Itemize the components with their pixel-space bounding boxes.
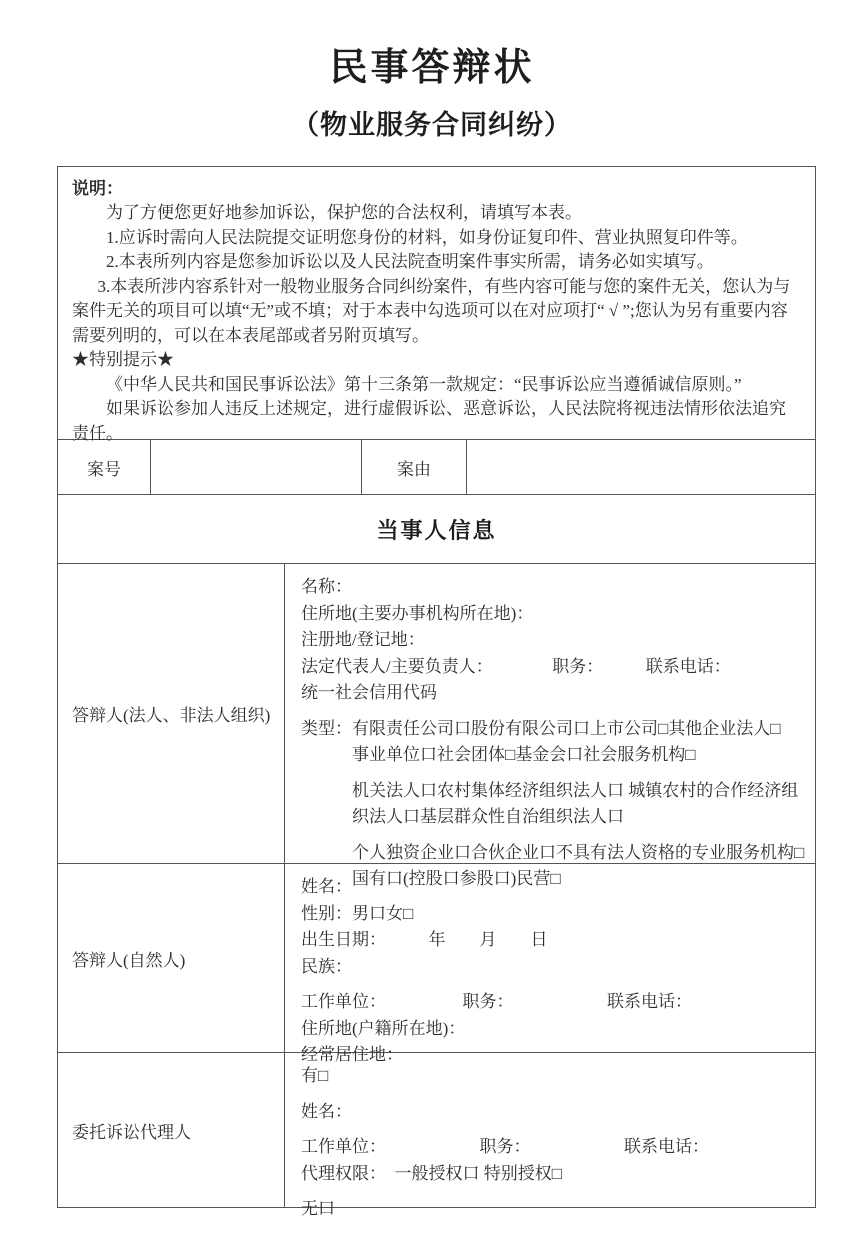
form-subtitle: （物业服务合同纠纷） [292, 110, 572, 140]
text-line: 统一社会信用代码 [301, 683, 437, 702]
text-line: 类型：有限责任公司口股份有限公司口上市公司□其他企业法人□ [301, 718, 781, 738]
case-number-value-field[interactable] [150, 440, 361, 494]
text-line: 姓名： [301, 877, 352, 896]
row-respondent-natural-person [58, 863, 815, 1064]
text-line: 1.应诉时需向人民法院提交证明您身份的材料，如身份证复印件、营业执照复印件等。 [106, 227, 748, 247]
respondent-natural-person-fields[interactable] [285, 864, 815, 1064]
text-line: 2.本表所列内容是您参加诉讼以及人民法院查明案件事实所需，请务必如实填写。 [106, 252, 714, 271]
respondent-organization-label: 答辩人(法人、非法人组织) [58, 564, 285, 863]
instructions-section [58, 167, 815, 443]
text-line: 无口 [301, 1199, 335, 1218]
case-number-label: 案号 [87, 459, 121, 479]
text-line: 3.本表所涉内容系针对一般物业服务合同纠纷案件，有些内容可能与您的案件无关，您认为与案件无关的项目可以填“无”或不填；对于本表中勾选项可以在对应项打“ √ ”;您认为另有重要内容需要列明的，可以在本表尾部或者另附页填写。 [72, 276, 791, 345]
text-line: 住所地(主要办事机构所在地)： [301, 603, 534, 623]
text-line: 民族： [301, 956, 352, 976]
respondent-natural-person-label: 答辩人(自然人) [58, 864, 285, 1052]
text-line: 事业单位口社会团体□基金会口社会服务机构□ [352, 745, 696, 764]
text-line: 工作单位： 职务： 联系电话： [301, 992, 692, 1011]
instructions-body [72, 201, 801, 446]
text-line: 性别：男口女□ [301, 903, 414, 923]
party-info-header: 当事人信息 [58, 494, 815, 563]
text-line: ★特别提示★ [72, 350, 174, 369]
text-line: 有□ [301, 1066, 329, 1085]
text-line: 机关法人口农村集体经济组织法人口 城镇农村的合作经济组织法人口基层群众性自治组织法人口 [352, 780, 799, 826]
instructions-heading: 说明： [72, 179, 123, 198]
text-line: 注册地/登记地： [301, 630, 425, 649]
text-line: 个人独资企业口合伙企业口不具有法人资格的专业服务机构□ [352, 842, 805, 862]
text-line: 出生日期： 年 月 日 [301, 930, 548, 949]
case-cause-value-field[interactable] [466, 440, 815, 494]
text-line: 经常居住地： [301, 1045, 403, 1064]
text-line: 法定代表人/主要负责人： 职务： 联系电话： [301, 656, 731, 676]
text-line: 代理权限： 一般授权口 特别授权□ [301, 1163, 563, 1183]
text-line: 国有口(控股口参股口)民营□ [352, 869, 561, 888]
text-line: 住所地(户籍所在地)： [301, 1018, 466, 1038]
text-line: 名称： [301, 577, 352, 596]
text-line: 工作单位： 职务： 联系电话： [301, 1137, 709, 1156]
text-line: 姓名： [301, 1101, 352, 1121]
form-title: 民事答辩状 [329, 47, 535, 89]
entrusted-agent-fields[interactable] [285, 1053, 815, 1218]
entrusted-agent-label: 委托诉讼代理人 [58, 1053, 285, 1207]
form-page [0, 36, 864, 1218]
case-cause-label: 案由 [361, 440, 466, 494]
text-line: 《中华人民共和国民事诉讼法》第十三条第一款规定：“民事诉讼应当遵循诚信原则。” [106, 374, 742, 394]
text-line: 为了方便您更好地参加诉讼，保护您的合法权利，请填写本表。 [106, 203, 582, 222]
text-line: 如果诉讼参加人违反上述规定，进行虚假诉讼、恶意诉讼，人民法院将视违法情形依法追究责任。 [72, 399, 786, 443]
case-number-row [58, 439, 815, 494]
row-entrusted-agent [58, 1052, 815, 1218]
form-table [57, 166, 816, 1218]
